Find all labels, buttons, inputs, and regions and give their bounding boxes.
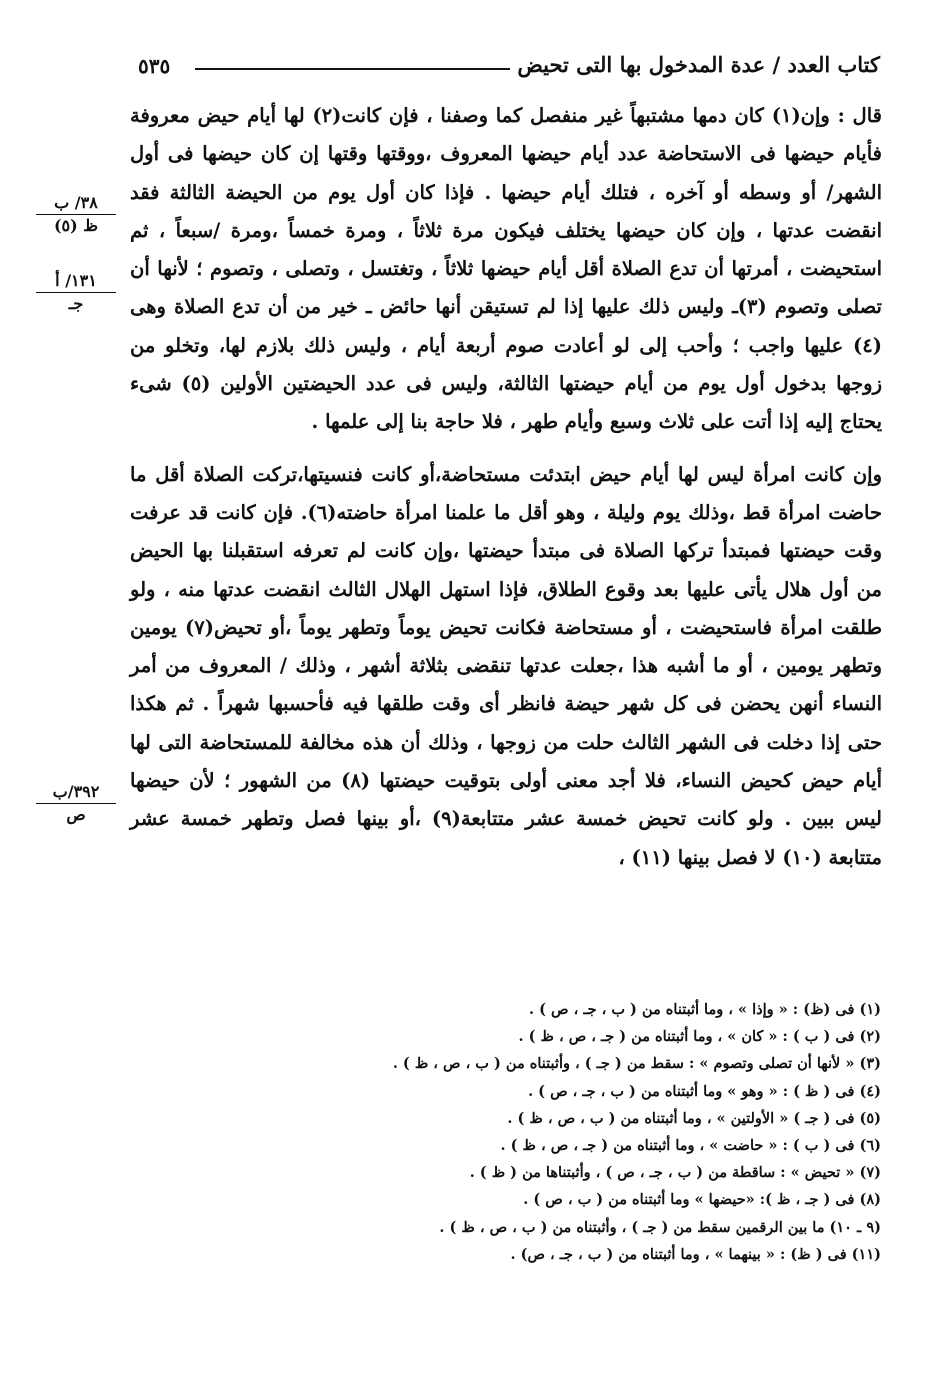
footnote: (١) فى (ظ) : « وإذا » ، وما أثبتناه من ( ب ، جـ ، ص ) . xyxy=(529,1001,881,1018)
margin-note-folio: ٣٨/ ب xyxy=(36,193,116,215)
footnote: (١١) فى ( ظ) : « بينهما » ، وما أثبتناه من ( ب ، جـ ، ص) . xyxy=(510,1245,881,1263)
margin-note xyxy=(36,782,116,825)
margin-note-manuscript: ص xyxy=(66,805,86,824)
margin-note-folio: ١٣١/ أ xyxy=(36,271,116,293)
main-text xyxy=(130,97,882,877)
margin-note-manuscript: ظ (٥) xyxy=(53,216,99,235)
footnote: (٢) فى ( ب ) : « كان » ، وما أثبتناه من ( جـ ، ص ، ظ ) . xyxy=(518,1028,881,1046)
paragraph: قال : وإن(١) كان دمها مشتبهاً غير منفصل كما وصفنا ، فإن كانت(٢) لها أيام حيض معروفة فأيام حيضها فى الاستحاضة عدد أيام حيضها المعروف ،ووقتها وقتها إن كان حيضها فى أول الشهر/ أو وسطه أو آخره ، فتلك أيام حيضها . فإذا كان أول يوم من الحيضة الثالثة فقد انقضت عدتها ، وإن كان حيضها يختلف فيكون مرة ثلاثاً ، ومرة خمساً ،ومرة /سبعاً ، ثم استحيضت ، أمرتها أن تدع الصلاة أقل أيام حيضها ثلاثاً ، وتغتسل ، وتصلى ، وتصوم ؛ لأنها أن تصلى وتصوم (٣)ـ وليس ذلك عليها إذا لم تستيقن أنها حائض ـ خير من أن تدع الصلاة وهى (٤) عليها واجب ؛ وأحب إلى لو أعادت صوم أربعة أيام ، وليس ذلك بلازم لها، وتخلو من زوجها بدخول أول يوم من أيام حيضتها الثالثة، وليس فى عدد الحيضتين الأولين (٥) شىء يحتاج إليه إذا أتت على ثلاث وسبع وأيام طهر ، فلا حاجة بنا إلى علمها . xyxy=(130,104,882,434)
footnote: (٣) « لأنها أن تصلى وتصوم » : سقط من ( جـ ) ، وأثبتناه من ( ب ، ص ، ظ ) . xyxy=(392,1055,881,1073)
footnote: (٦) فى ( ب ) : « حاضت » ، وما أثبتناه من ( جـ ، ص ، ظ ) . xyxy=(500,1137,881,1155)
footnote: (٨) فى ( جـ ، ظ ): «حيضها » وما أثبتناه من ( ب ، ص ) . xyxy=(523,1191,881,1209)
margin-note-manuscript: جـ xyxy=(68,294,84,313)
footnote: (٧) « تحيض » : ساقطة من ( ب ، جـ ، ص ) ، وأثبتناها من ( ظ ) . xyxy=(469,1164,881,1182)
margin-note-folio: ٣٩٢/ب xyxy=(36,782,116,804)
header-rule xyxy=(195,68,510,70)
footnote: (٤) فى ( ظ ) : « وهو » وما أثبتناه من ( ب ، جـ ، ص ) . xyxy=(528,1082,881,1100)
footnotes xyxy=(181,996,881,1268)
page-number: ٥٣٥ xyxy=(138,54,171,78)
footnote: (٥) فى ( جـ ) « الأولتين » ، وما أثبتناه من ( ب ، ص ، ظ ) . xyxy=(507,1109,881,1127)
footnote: (٩ ـ ١٠) ما بين الرقمين سقط من ( جـ ) ، وأثبتناه من ( ب ، ص ، ظ ) . xyxy=(439,1218,881,1236)
paragraph: وإن كانت امرأة ليس لها أيام حيض ابتدئت مستحاضة،أو كانت فنسيتها،تركت الصلاة أقل ما حاضت امرأة قط ،وذلك يوم وليلة ، وهو أقل ما علمنا امرأة حاضته(٦). فإن كانت قد عرفت وقت حيضتها فمبتدأ تركها الصلاة فى مبتدأ حيضتها ،وإن كانت لم تعرفه استقبلنا بها الحيض من أول هلال يأتى عليها بعد وقوع الطلاق، فإذا استهل الهلال الثالث انقضت عدتها منه ، ولو طلقت امرأة فاستحيضت ، أو مستحاضة فكانت تحيض يوماً وتطهر يوماً ،أو تحيض(٧) يومين وتطهر يومين ، أو ما أشبه هذا ،جعلت عدتها تنقضى بثلاثة أشهر ، وذلك / المعروف من أمر النساء أنهن يحضن فى كل شهر حيضة فانظر أى وقت طلقها فيه فأحسبها شهراً . ثم هكذا حتى إذا دخلت فى الشهر الثالث حلت من زوجها ، وذلك أن هذه مخالفة للمستحاضة التى لها أيام حيض كحيض النساء، فلا أجد معنى أولى بتوقيت حيضتها (٨) من الشهور ؛ لأن حيضها ليس ببين . ولو كانت تحيض خمسة عشر متتابعة(٩) ،أو بينها فصل وتطهر خمسة عشر متتابعة (١٠) لا فصل بينها (١١) ، xyxy=(130,462,882,869)
running-header xyxy=(130,52,880,84)
chapter-title: كتاب العدد / عدة المدخول بها التى تحيض xyxy=(517,52,880,77)
margin-note xyxy=(36,271,116,314)
margin-note xyxy=(36,193,116,236)
